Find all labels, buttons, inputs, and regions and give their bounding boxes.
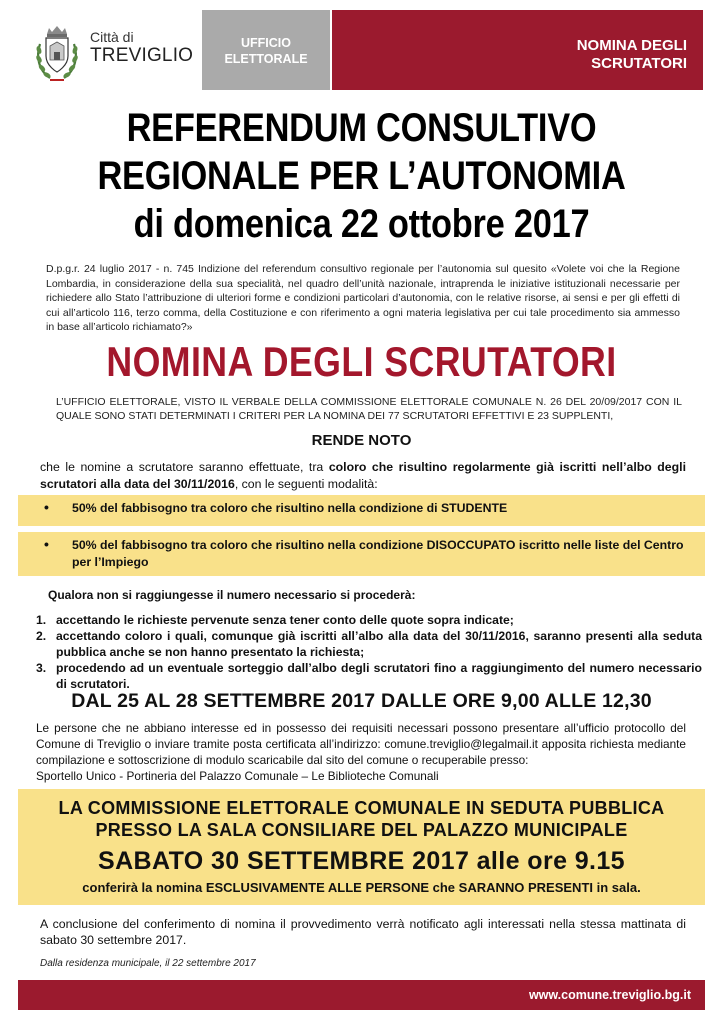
criteria-unemployed xyxy=(18,532,705,576)
date-note: Dalla residenza municipale, il 22 settembre 2017 xyxy=(40,958,256,969)
logo-big-text: TREVIGLIO xyxy=(90,45,194,66)
submission-dates: DAL 25 AL 28 SETTEMBRE 2017 DALLE ORE 9,00 ALLE 12,30 xyxy=(71,690,652,712)
city-crest-icon xyxy=(34,24,80,82)
decree-text: D.p.g.r. 24 luglio 2017 - n. 745 Indizione del referendum consultivo regionale per l’autonomia sul quesito «Volete voi che la Regione Lombardia, in considerazione della sua specialità, nel quadro dell’unità nazionale, intraprenda le iniziative istituzionali necessarie per richiedere allo Stato l’attribuzione di ulteriori forme e condizioni particolari d’autonomia, con le relative risorse, ai sensi e per gli effetti di cui all’articolo 116, terzo comma, della Costituzione e con riferimento a ogni materia legislativa per cui tale procedimento sia ammesso in base all’articolo richiamato?» xyxy=(46,263,680,333)
city-name xyxy=(90,30,193,65)
page-title xyxy=(0,104,723,248)
list-item-text: accettando coloro i quali, comunque già iscritti all’albo alla data del 30/11/2016, saranno presenti alla seduta pubblica anche se non hanno presentato la richiesta; xyxy=(56,629,702,659)
commission-line2: PRESSO LA SALA CONSILIARE DEL PALAZZO MUNICIPALE xyxy=(95,820,628,840)
how-to-apply-body: Le persone che ne abbiano interesse ed in possesso dei requisiti necessari possono presentare all’ufficio protocollo del Comune di Treviglio o inviare tramite posta certificata all’indirizzo: comune.treviglio@legalmail.it apposita richiesta mediante compilazione e sottoscrizione di modulo scaricabile dal sito del comune o recuperabile presso: xyxy=(36,721,686,767)
list-number: 2. xyxy=(36,629,47,643)
where-to-apply: Sportello Unico - Portineria del Palazzo Comunale – Le Biblioteche Comunali xyxy=(36,769,439,783)
conclusion-text: A conclusione del conferimento di nomina il provvedimento verrà notificato agli interessati nella stessa mattinata di sabato 30 settembre 2017. xyxy=(40,917,686,947)
para1-pre: che le nomine a scrutatore saranno effettuate, tra xyxy=(40,460,329,474)
commission-line1: LA COMMISSIONE ELETTORALE COMUNALE IN SEDUTA PUBBLICA xyxy=(58,798,665,818)
criteria-student-text: 50% del fabbisogno tra coloro che risultino nella condizione di STUDENTE xyxy=(72,501,508,515)
criteria-student xyxy=(18,495,705,526)
rende-noto-heading: RENDE NOTO xyxy=(311,432,412,449)
title-line-1: REFERENDUM CONSULTIVO xyxy=(126,106,597,150)
public-session-box xyxy=(18,789,705,905)
modalities-paragraph xyxy=(40,459,686,493)
city-logo[interactable] xyxy=(28,14,198,86)
procedure-list xyxy=(36,612,702,692)
nomina-header-box xyxy=(332,10,703,90)
qualora-text: Qualora non si raggiungesse il numero necessario si procederà: xyxy=(48,588,416,602)
ufficio-line2: ELETTORALE xyxy=(224,51,308,66)
nomina-header-line1: NOMINA DEGLI xyxy=(576,37,687,54)
list-item-text: accettando le richieste pervenute senza tener conto delle quote sopra indicate; xyxy=(56,613,514,627)
nomina-header-line2: SCRUTATORI xyxy=(591,55,687,72)
list-number: 1. xyxy=(36,613,47,627)
website-link[interactable]: www.comune.treviglio.bg.it xyxy=(528,988,691,1002)
criteria-unemployed-text: 50% del fabbisogno tra coloro che risultino nella condizione DISOCCUPATO iscritto nelle liste del Centro per l’Impiego xyxy=(72,538,684,569)
nomina-title: NOMINA DEGLI SCRUTATORI xyxy=(106,338,617,385)
title-line-3: di domenica 22 ottobre 2017 xyxy=(133,202,590,246)
bullet-icon: • xyxy=(44,536,49,552)
header xyxy=(20,10,703,90)
title-line-2: REGIONALE PER L’AUTONOMIA xyxy=(97,154,626,198)
intro-text: L’UFFICIO ELETTORALE, VISTO IL VERBALE DELLA COMMISSIONE ELETTORALE COMUNALE N. 26 DEL 20/09/2017 CON IL QUALE SONO STATI DETERMINATI I CRITERI PER LA NOMINA DEI 77 SCRUTATORI EFFETTIVI E 23 SUPPLENTI, xyxy=(56,396,682,422)
footer-bar xyxy=(18,980,705,1010)
list-item xyxy=(36,660,702,692)
how-to-apply-text xyxy=(36,720,686,784)
logo-small-text: Città di xyxy=(90,29,134,45)
list-item xyxy=(36,612,702,628)
list-number: 3. xyxy=(36,661,47,675)
list-item xyxy=(36,628,702,660)
para1-bold: coloro che risultino regolarmente già iscritti nell’albo degli scrutatori alla data del 30/11/2016 xyxy=(40,460,686,491)
para1-post: , con le seguenti modalità: xyxy=(234,477,378,491)
session-date: SABATO 30 SETTEMBRE 2017 alle ore 9.15 xyxy=(98,847,625,875)
ufficio-line1: UFFICIO xyxy=(241,36,291,50)
commission-line4: conferirà la nomina ESCLUSIVAMENTE ALLE PERSONE che SARANNO PRESENTI in sala. xyxy=(82,880,641,895)
ufficio-elettorale-box xyxy=(202,10,330,90)
list-item-text: procedendo ad un eventuale sorteggio dall’albo degli scrutatori fino a raggiungimento del numero necessario di scrutatori. xyxy=(56,661,702,691)
bullet-icon: • xyxy=(44,499,49,515)
